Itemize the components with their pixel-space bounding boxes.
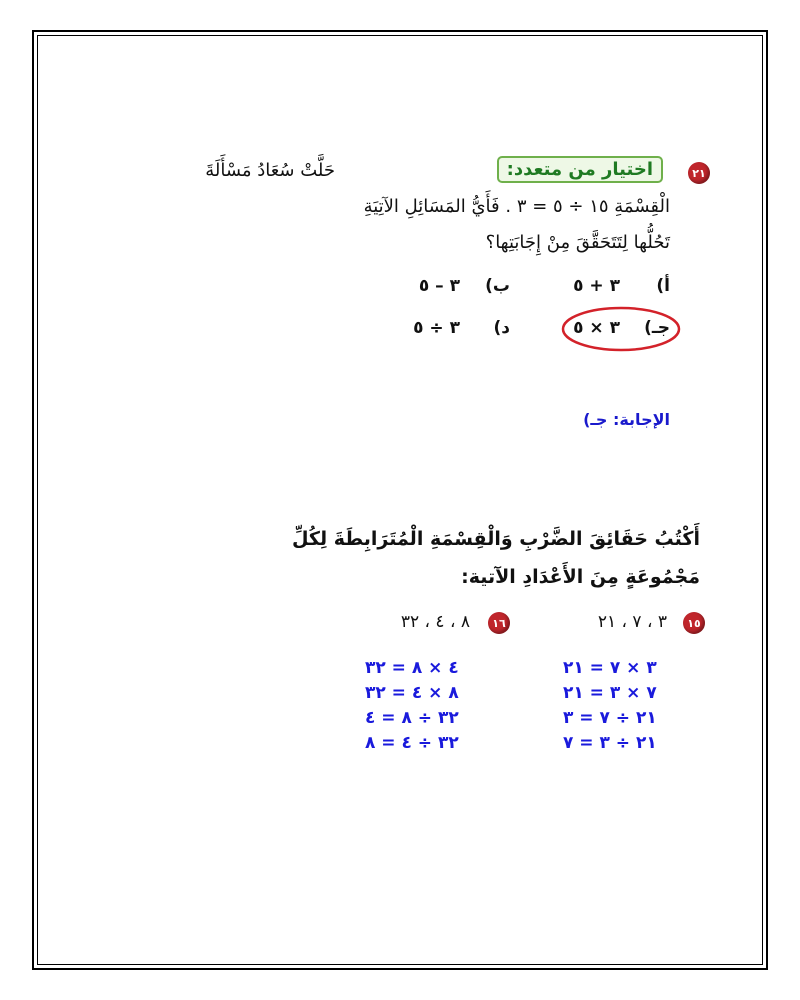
fact-15-1: ٣ × ٧ = ٢١ — [563, 658, 657, 678]
problem-number-badge: ١٦ — [488, 612, 510, 634]
fact-16-3: ٣٢ ÷ ٨ = ٤ — [365, 708, 459, 728]
number-set-15: ٣ ، ٧ ، ٢١ — [597, 612, 667, 632]
question-line-1: حَلَّتْ سُعَادُ مَسْأَلَةَ — [205, 160, 335, 181]
multiple-choice-tag: اختيار من متعدد: — [497, 156, 663, 183]
option-d-label[interactable]: د) — [493, 318, 510, 338]
option-d-expression: ٣ ÷ ٥ — [413, 318, 460, 338]
number-set-16: ٨ ، ٤ ، ٣٢ — [400, 612, 470, 632]
problem-number-badge: ٢١ — [688, 162, 710, 184]
question-line-3: تَحُلُّها لِتَتَحَقَّقَ مِنْ إِجَابَتِها؟ — [485, 232, 670, 253]
fact-16-2: ٨ × ٤ = ٣٢ — [365, 683, 459, 703]
fact-15-4: ٢١ ÷ ٣ = ٧ — [563, 733, 657, 753]
fact-families-heading-line-2: مَجْمُوعَةٍ مِنَ الأَعْدَادِ الآتية: — [461, 566, 700, 588]
fact-15-2: ٧ × ٣ = ٢١ — [563, 683, 657, 703]
fact-16-1: ٤ × ٨ = ٣٢ — [365, 658, 459, 678]
fact-16-4: ٣٢ ÷ ٤ = ٨ — [365, 733, 459, 753]
option-b-label[interactable]: ب) — [485, 276, 510, 296]
problem-number-badge: ١٥ — [683, 612, 705, 634]
fact-families-heading-line-1: أَكْتُبُ حَقَائِقَ الضَّرْبِ وَالْقِسْمَةِ الْمُتَرَابِطَةَ لِكُلِّ — [291, 528, 700, 550]
question-line-2: الْقِسْمَةِ ١٥ ÷ ٥ = ٣ . فَأَيُّ المَسَائِلِ الآتِيَةِ — [363, 196, 670, 217]
fact-15-3: ٢١ ÷ ٧ = ٣ — [563, 708, 657, 728]
option-c-label[interactable]: جـ) — [644, 318, 670, 338]
answer-text: الإجابة: جـ) — [583, 410, 670, 429]
option-c-expression: ٣ × ٥ — [573, 318, 620, 338]
option-b-expression: ٣ – ٥ — [418, 276, 460, 296]
option-a-label[interactable]: أ) — [656, 276, 670, 296]
option-a-expression: ٣ + ٥ — [573, 276, 620, 296]
